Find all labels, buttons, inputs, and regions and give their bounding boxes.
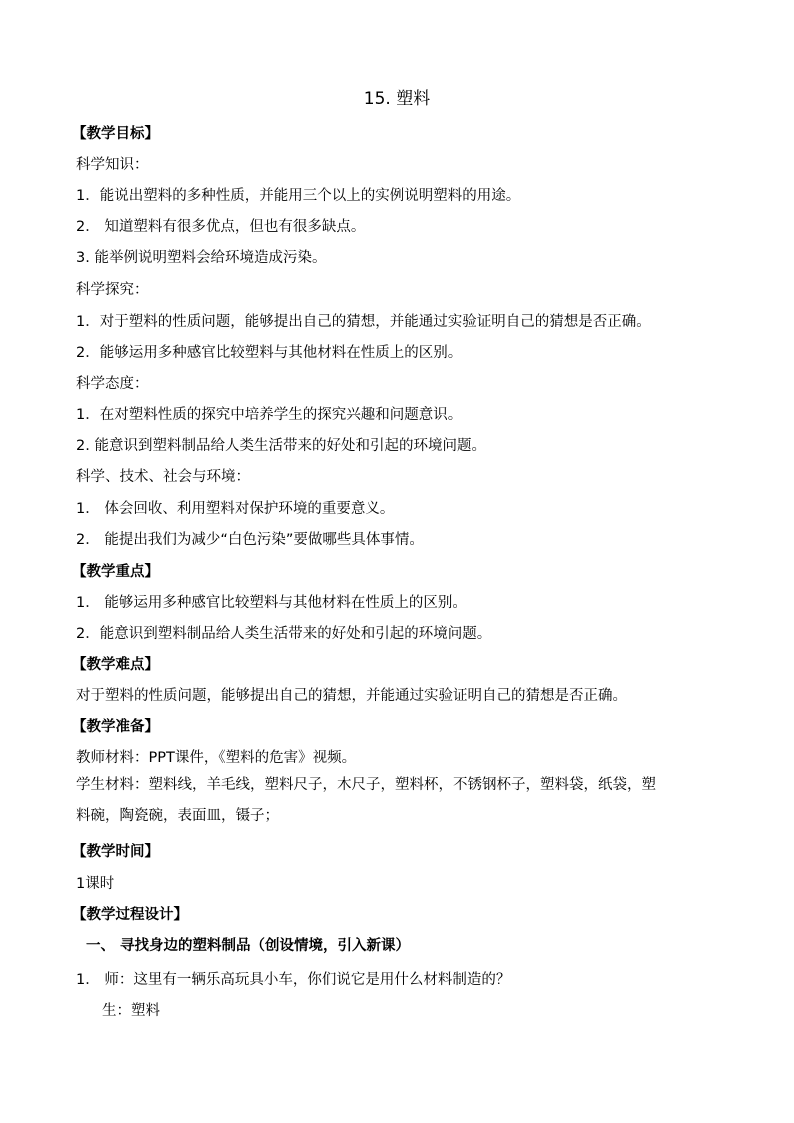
prep-student-line-1: 学生材料：塑料线，羊毛线，塑料尺子，木尺子，塑料杯，不锈钢杯子，塑料袋，纸袋，塑 bbox=[76, 777, 656, 793]
inquiry-label: 科学探究： bbox=[76, 282, 149, 298]
attitude-item-2: 2. 能意识到塑料制品给人类生活带来的好处和引起的环境问题。 bbox=[76, 438, 486, 454]
process-step-1: 一、 寻找身边的塑料制品（创设情境，引入新课） bbox=[86, 938, 411, 954]
page-title: 15. 塑料 bbox=[363, 89, 431, 109]
focus-item-1: 1． 能够运用多种感官比较塑料与其他材料在性质上的区别。 bbox=[76, 595, 467, 611]
knowledge-item-1: 1．能说出塑料的多种性质，并能用三个以上的实例说明塑料的用途。 bbox=[76, 188, 521, 204]
sts-item-1: 1． 体会回收、利用塑料对保护环境的重要意义。 bbox=[76, 501, 395, 517]
sts-label: 科学、技术、社会与环境： bbox=[76, 469, 250, 485]
dialog-line-2: 生：塑料 bbox=[102, 1003, 160, 1019]
prep-teacher: 教师材料：PPT课件，《塑料的危害》视频。 bbox=[76, 750, 357, 766]
time-heading: 【教学时间】 bbox=[72, 844, 159, 860]
prep-heading: 【教学准备】 bbox=[72, 719, 159, 735]
knowledge-item-2: 2． 知道塑料有很多优点，但也有很多缺点。 bbox=[76, 219, 366, 235]
difficulty-heading: 【教学难点】 bbox=[72, 657, 159, 673]
attitude-item-1: 1．在对塑料性质的探究中培养学生的探究兴趣和问题意识。 bbox=[76, 407, 463, 423]
knowledge-label: 科学知识： bbox=[76, 157, 149, 173]
sts-item-2: 2． 能提出我们为减少“白色污染”要做哪些具体事情。 bbox=[76, 532, 424, 548]
inquiry-item-2: 2．能够运用多种感官比较塑料与其他材料在性质上的区别。 bbox=[76, 345, 463, 361]
prep-student-line-2: 料碗，陶瓷碗，表面皿，镊子； bbox=[76, 808, 279, 824]
process-heading: 【教学过程设计】 bbox=[72, 907, 188, 923]
time-value: 1课时 bbox=[76, 876, 115, 892]
goals-heading: 【教学目标】 bbox=[72, 126, 159, 142]
dialog-line-1: 1． 师：这里有一辆乐高玩具小车，你们说它是用什么材料制造的？ bbox=[76, 972, 511, 988]
difficulty-item-1: 对于塑料的性质问题，能够提出自己的猜想，并能通过实验证明自己的猜想是否正确。 bbox=[76, 688, 627, 704]
inquiry-item-1: 1．对于塑料的性质问题，能够提出自己的猜想，并能通过实验证明自己的猜想是否正确。 bbox=[76, 314, 651, 330]
focus-item-2: 2．能意识到塑料制品给人类生活带来的好处和引起的环境问题。 bbox=[76, 626, 492, 642]
focus-heading: 【教学重点】 bbox=[72, 564, 159, 580]
attitude-label: 科学态度： bbox=[76, 376, 149, 392]
knowledge-item-3: 3. 能举例说明塑料会给环境造成污染。 bbox=[76, 250, 327, 266]
